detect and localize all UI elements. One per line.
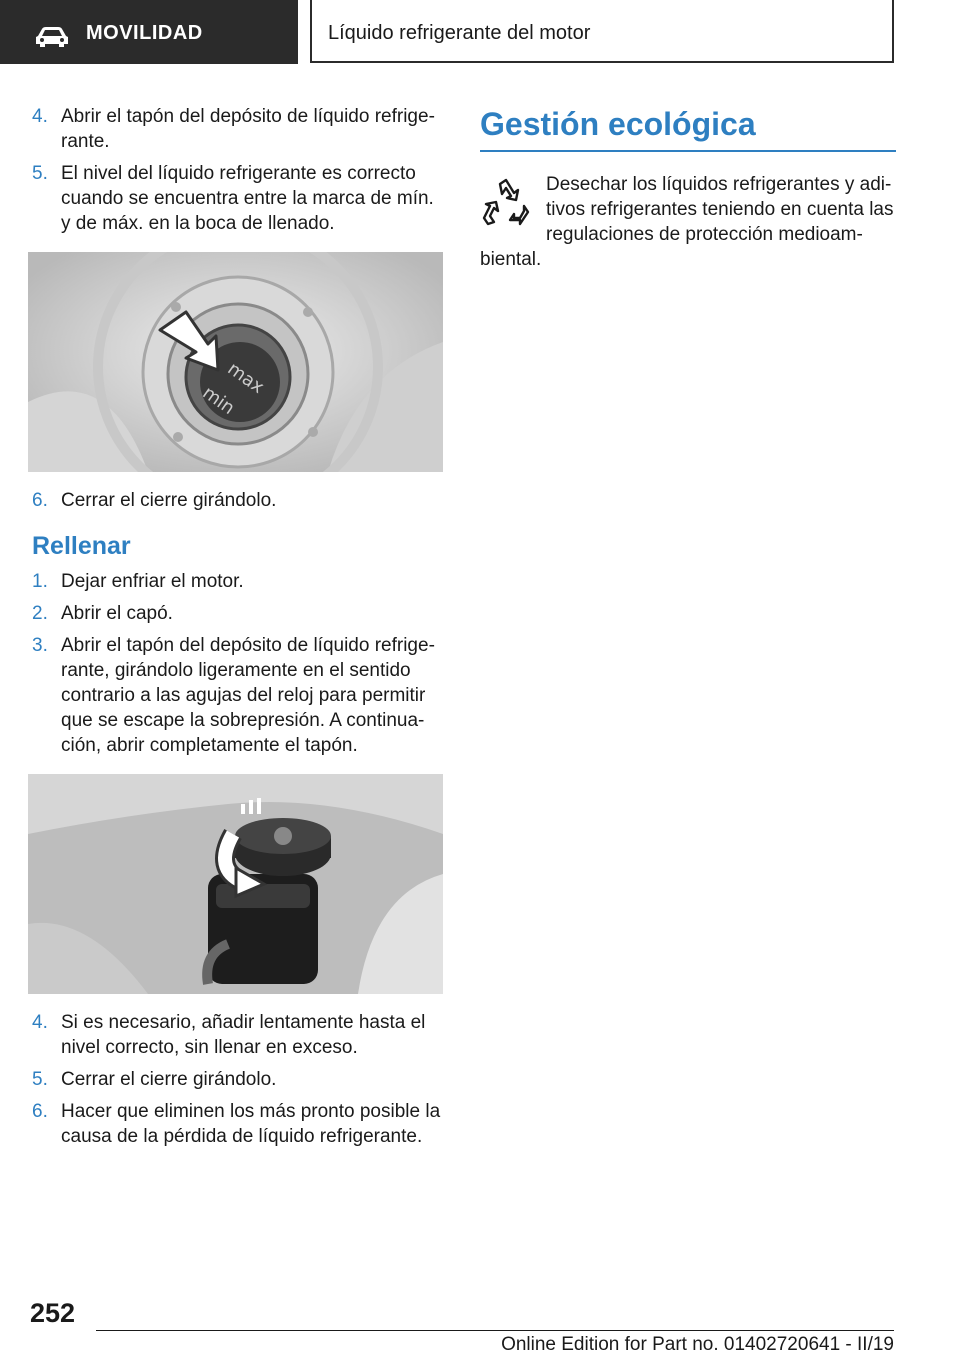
step-text: Abrir el capó.: [61, 603, 173, 624]
list-item: [28, 1067, 446, 1092]
step-text: Abrir el tapón del depósito de líquido refrige-rante, girándolo ligeramente en el sentido contrario a las agujas del reloj para permitir que se escape la sobrepresión. A continua-ción, abrir completamente el tapón.: [61, 635, 435, 756]
step-text: Dejar enfriar el motor.: [61, 571, 244, 592]
edition-note: Online Edition for Part no. 01402720641 - II/19: [501, 1334, 894, 1355]
step-number: 1.: [32, 571, 48, 592]
recycle-icon: [480, 178, 532, 228]
refill-heading: Rellenar: [32, 532, 131, 560]
reservoir-cap-photo: [28, 774, 443, 994]
section-label: MOVILIDAD: [86, 22, 203, 44]
step-number: 4.: [32, 1012, 48, 1033]
eco-text-tail: biental.: [480, 249, 542, 270]
eco-note: [480, 172, 896, 272]
max-mark-label: max: [223, 358, 268, 399]
step-number: 6.: [32, 1101, 48, 1122]
step-number: 2.: [32, 603, 48, 624]
step-text: Abrir el tapón del depósito de líquido refrige-rante.: [61, 106, 435, 152]
page-number: 252: [30, 1298, 76, 1328]
list-item: [28, 488, 446, 513]
min-mark-label: min: [198, 382, 239, 419]
list-item: [28, 569, 446, 594]
list-item: [28, 1099, 446, 1149]
step-number: 4.: [32, 106, 48, 127]
list-item: [28, 601, 446, 626]
step-number: 5.: [32, 163, 48, 184]
step-number: 5.: [32, 1069, 48, 1090]
step-text: El nivel del líquido refrigerante es correcto cuando se encuentra entre la marca de mín. y de máx. en la boca de llenado.: [61, 163, 434, 234]
list-item: [28, 1010, 446, 1060]
list-item: [28, 104, 446, 154]
left-column: [28, 104, 446, 1156]
footer-divider: [96, 1330, 894, 1331]
header-section-tab: [0, 0, 298, 64]
step-text: Hacer que eliminen los más pronto posible la causa de la pérdida de líquido refrigerante.: [61, 1101, 441, 1147]
step-number: 3.: [32, 635, 48, 656]
list-item: [28, 161, 446, 236]
coolant-level-photo: [28, 252, 443, 472]
eco-text: Desechar los líquidos refrigerantes y adi-tivos refrigerantes teniendo en cuenta las regulaciones de protección medioam-: [546, 174, 894, 245]
eco-heading: Gestión ecológica: [480, 104, 896, 152]
car-icon: [34, 26, 70, 48]
chapter-title: Líquido refrigerante del motor: [328, 22, 591, 44]
step-text: Si es necesario, añadir lentamente hasta el nivel correcto, sin llenar en exceso.: [61, 1012, 426, 1058]
step-text: Cerrar el cierre girándolo.: [61, 1069, 277, 1090]
step-text: Cerrar el cierre girándolo.: [61, 490, 277, 511]
header-title-box: [310, 0, 894, 63]
right-column: [480, 104, 896, 272]
list-item: [28, 633, 446, 758]
step-number: 6.: [32, 490, 48, 511]
